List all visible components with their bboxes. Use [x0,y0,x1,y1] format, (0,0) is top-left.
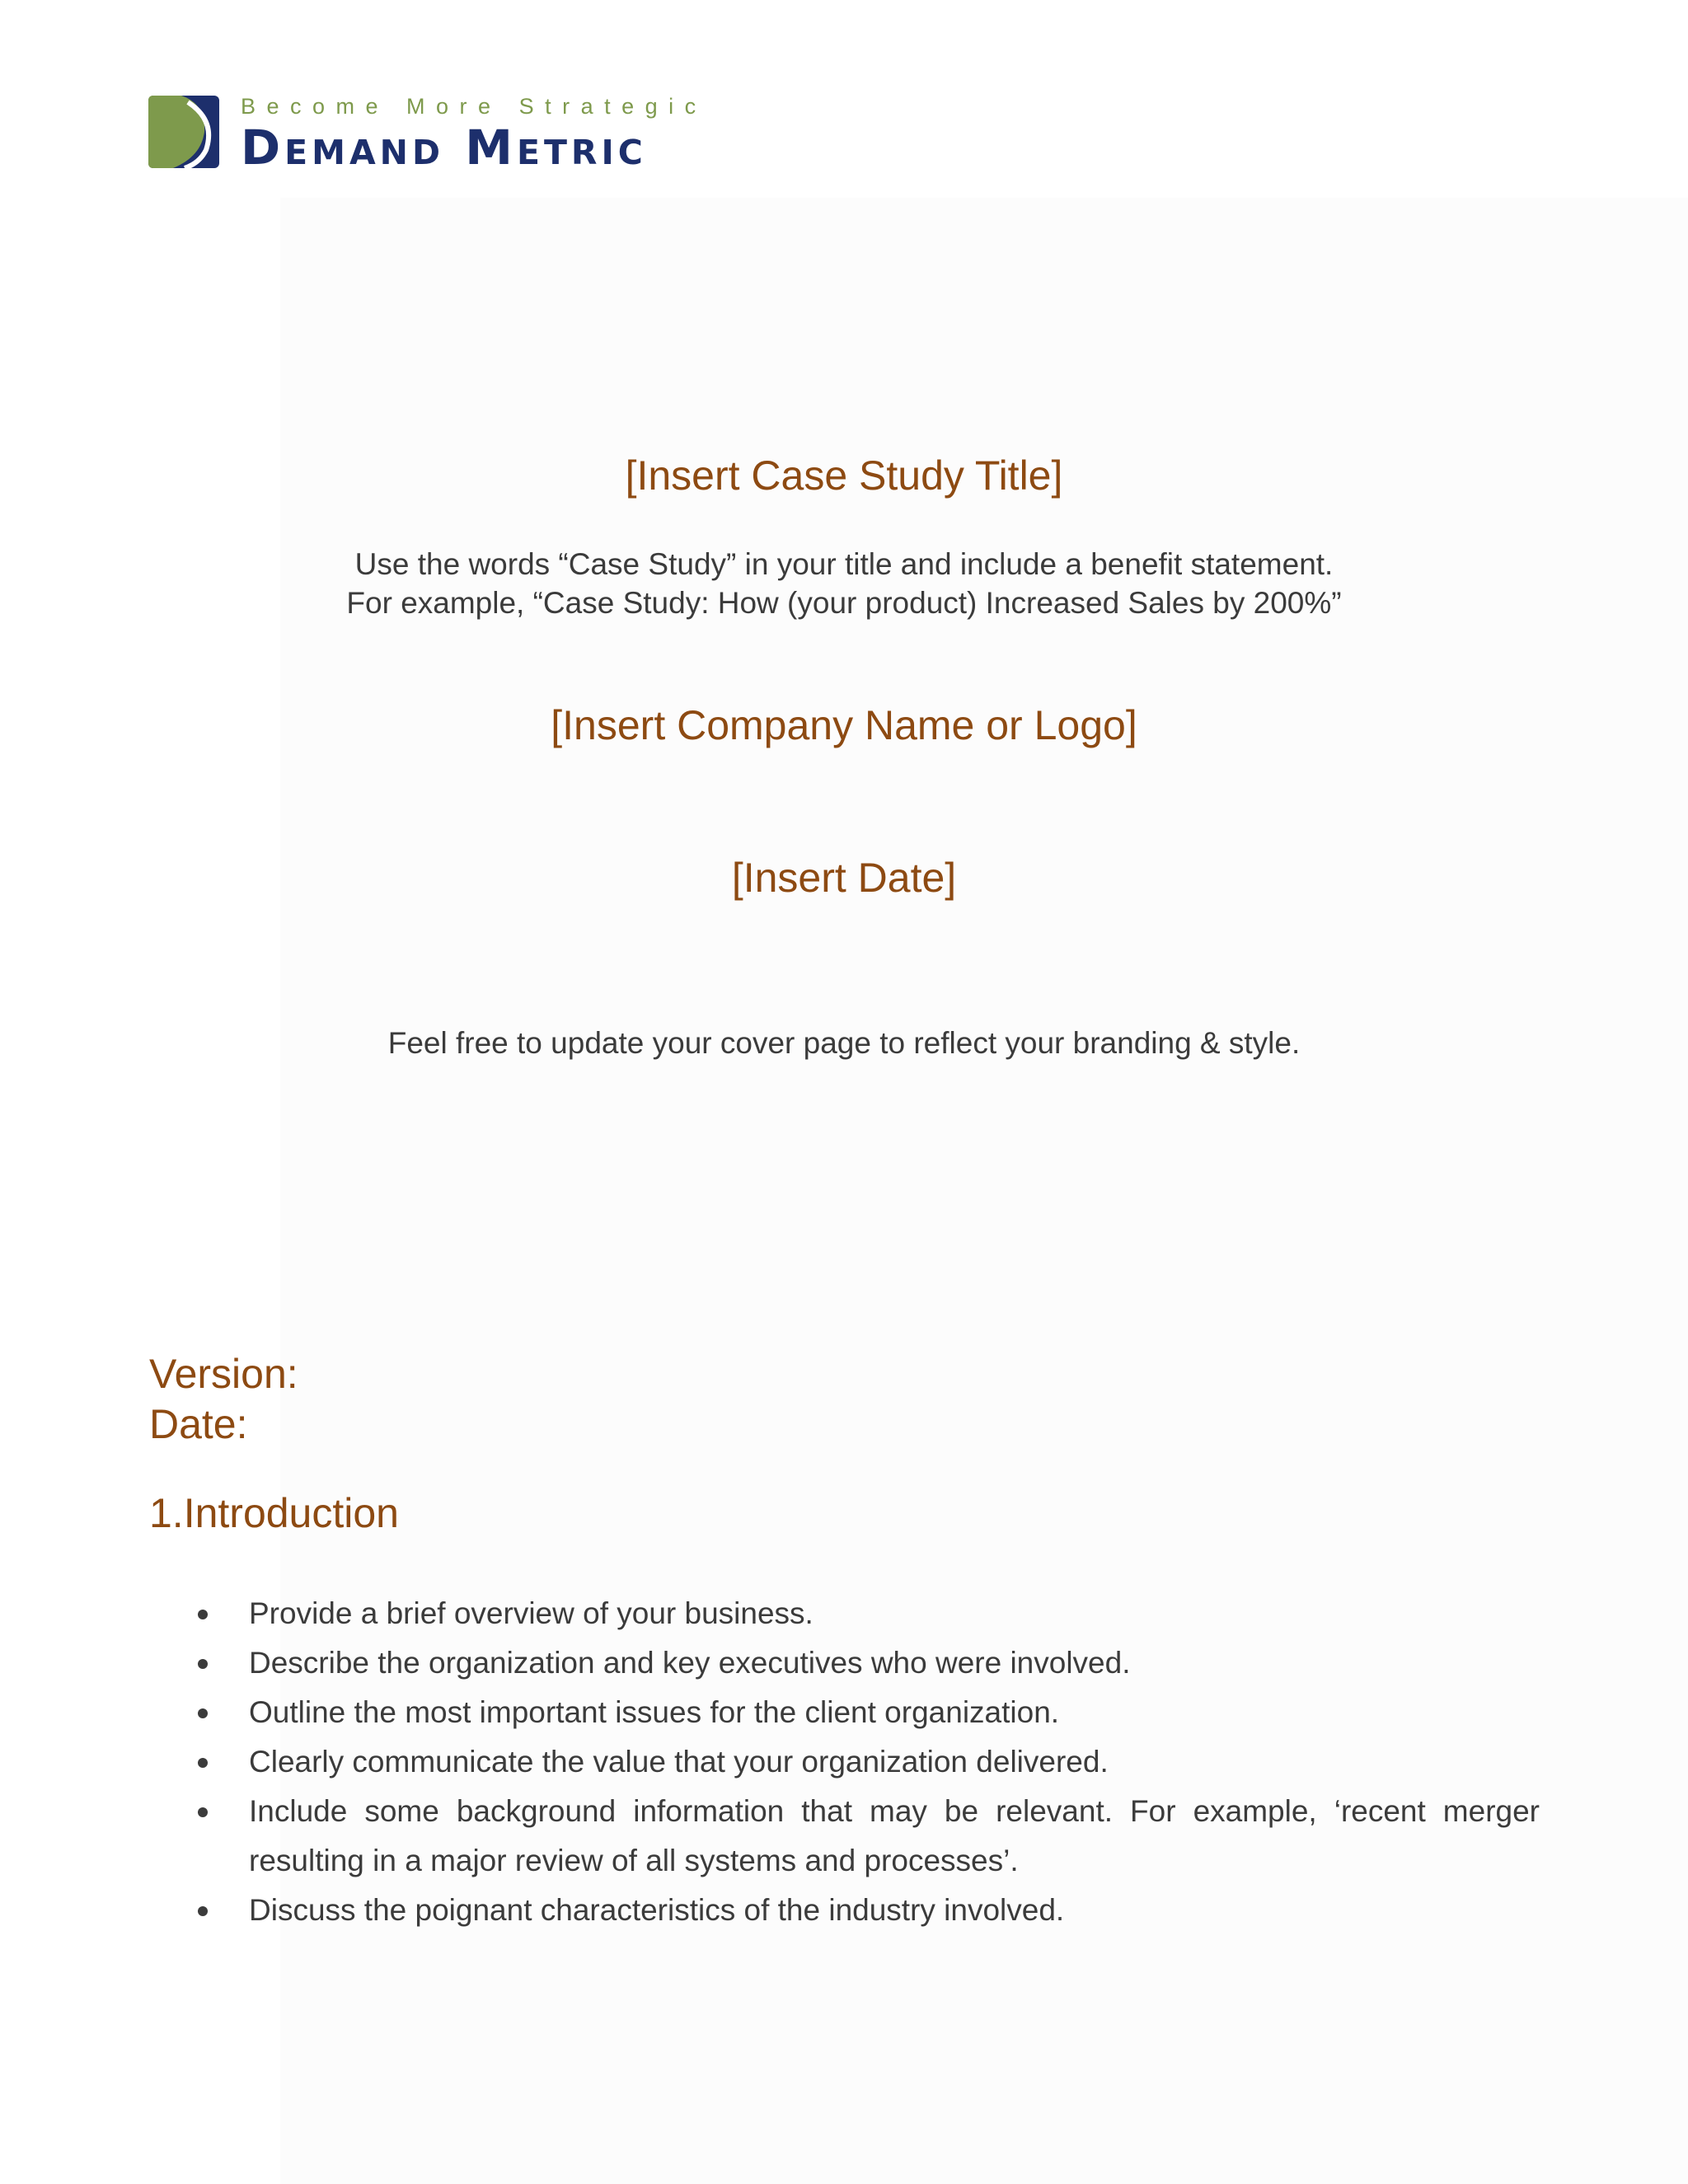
list-item-text: Outline the most important issues for the client organization. [249,1695,1060,1729]
list-item [198,1638,1540,1688]
company-name-placeholder: [Insert Company Name or Logo] [551,702,1137,748]
bullet-icon [198,1659,208,1669]
introduction-heading: 1.Introduction [149,1490,399,1536]
bullet-icon [198,1807,208,1817]
list-item [198,1787,1540,1886]
date-placeholder: [Insert Date] [731,855,957,901]
title-instructions-line-1: Use the words “Case Study” in your title and include a benefit statement. [354,547,1334,581]
bullet-icon [198,1906,208,1916]
list-item-text: Describe the organization and key executives who were involved. [249,1646,1131,1680]
list-item [198,1737,1540,1787]
list-item-text: Provide a brief overview of your business. [249,1596,814,1630]
bullet-icon [198,1708,208,1718]
title-instructions-line-2: For example, “Case Study: How (your product) Increased Sales by 200%” [346,586,1342,620]
list-item [198,1886,1540,1935]
version-label: Version: [149,1351,298,1397]
list-item [198,1589,1540,1638]
brand-wordmark: Demand Metric [241,120,647,176]
bullet-icon [198,1758,208,1768]
brand-tagline: Become More Strategic [241,94,707,119]
list-item-text: Discuss the poignant characteristics of the industry involved. [249,1893,1065,1927]
title-instructions [0,545,1688,622]
list-item [198,1688,1540,1737]
list-item-text: Include some background information that may be relevant. For example, ‘recent merger resulting in a major review of all systems and processes’. [249,1794,1540,1877]
bullet-icon [198,1610,208,1619]
brand-logo [148,89,808,176]
demand-metric-logo-icon [148,96,219,168]
date-label: Date: [149,1401,248,1447]
introduction-bullet-list [198,1589,1540,1935]
list-item-text: Clearly communicate the value that your organization delivered. [249,1745,1109,1779]
cover-note: Feel free to update your cover page to reflect your branding & style. [387,1026,1301,1060]
case-study-title: [Insert Case Study Title] [625,452,1063,499]
